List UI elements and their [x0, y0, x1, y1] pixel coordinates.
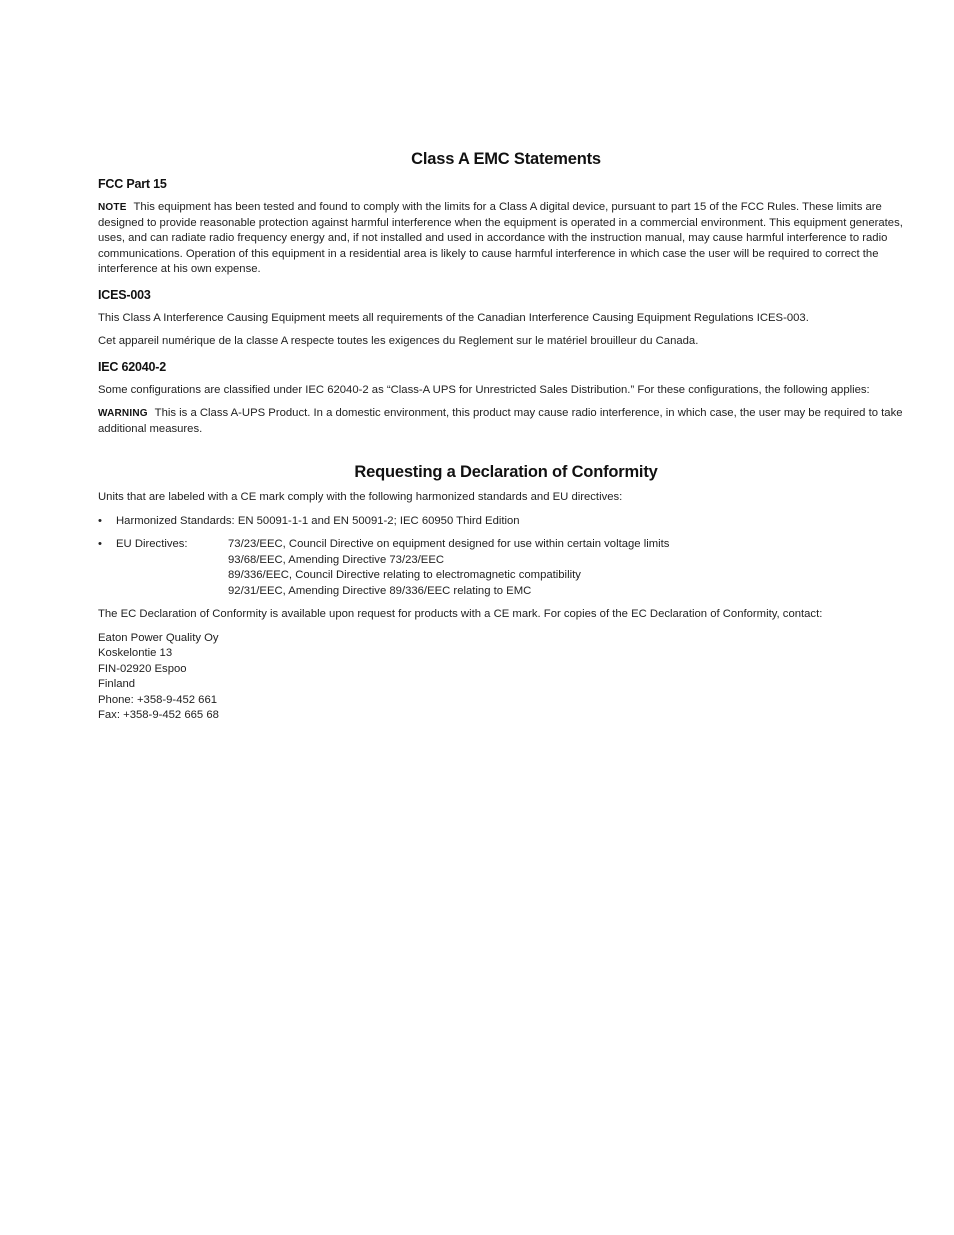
conformity-intro-text: Units that are labeled with a CE mark comply with the following harmonized standards and EU directives:: [98, 491, 623, 503]
address-fax: Fax: +358-9-452 665 68: [98, 709, 219, 721]
directive-item: 93/68/EEC, Amending Directive 73/23/EEC: [228, 553, 445, 566]
directive-item: 92/31/EEC, Amending Directive 89/336/EEC relating to EMC: [228, 584, 532, 597]
address-city: FIN-02920 Espoo: [98, 662, 187, 675]
note-label: NOTE: [98, 202, 127, 213]
section-title-class-a-emc: Class A EMC Statements: [411, 150, 601, 168]
harmonized-standards-text: Harmonized Standards: EN 50091-1-1 and EN 50091-2; IEC 60950 Third Edition: [116, 514, 520, 527]
ices-english-text: This Class A Interference Causing Equipment meets all requirements of the Canadian Interference Causing Equipment Regulations ICES-003.: [98, 311, 809, 324]
directive-item: 89/336/EEC, Council Directive relating to electromagnetic compatibility: [228, 569, 581, 581]
address-phone: Phone: +358-9-452 661: [98, 693, 218, 706]
address-country: Finland: [98, 678, 136, 690]
conformity-availability-text: The EC Declaration of Conformity is available upon request for products with a CE mark. For copies of the EC Declaration of Conformity, contact:: [98, 608, 823, 620]
contact-address: [98, 631, 914, 724]
bullet-icon: •: [98, 514, 102, 527]
address-street: Koskelontie 13: [98, 647, 173, 659]
section-title-declaration-of-conformity: Requesting a Declaration of Conformity: [354, 463, 658, 481]
iec-warning-paragraph: [98, 406, 914, 437]
iec-heading: IEC 62040-2: [98, 359, 166, 374]
eu-directives-list: [228, 537, 669, 599]
iec-intro-text: Some configurations are classified under IEC 62040-2 as “Class-A UPS for Unrestricted Sales Distribution.” For these configurations, the following applies:: [98, 383, 870, 396]
eu-directives-label: EU Directives:: [116, 538, 188, 550]
ices-french-text: Cet appareil numérique de la classe A respecte toutes les exigences du Reglement sur le matériel brouilleur du Canada.: [98, 335, 699, 347]
iec-warning-text: This is a Class A-UPS Product. In a domestic environment, this product may cause radio interference, in which case, the user may be required to take additional measures.: [98, 407, 903, 435]
list-item-harmonized-standards: [98, 514, 914, 530]
fcc-heading: FCC Part 15: [98, 177, 167, 191]
ices-heading: ICES-003: [98, 287, 151, 302]
directive-item: 73/23/EEC, Council Directive on equipment designed for use within certain voltage limits: [228, 538, 670, 550]
list-item-eu-directives: [98, 537, 914, 599]
warning-label: WARNING: [98, 408, 148, 419]
bullet-icon: •: [98, 538, 102, 550]
fcc-note-paragraph: [98, 200, 914, 278]
address-company: Eaton Power Quality Oy: [98, 631, 219, 644]
document-page: [98, 150, 914, 724]
fcc-note-text: This equipment has been tested and found to comply with the limits for a Class A digital device, pursuant to part 15 of the FCC Rules. These limits are designed to provide reasonable protection against harmful interference when the equipment is operated in a commercial environment. This equipment generates, uses, and can radiate radio frequency energy and, if not installed and used in accordance with the instruction manual, may cause harmful interference to radio communications. Operation of this equipment in a residential area is likely to cause harmful interference in which case the user will be required to correct the interference at his own expense.: [98, 201, 903, 275]
